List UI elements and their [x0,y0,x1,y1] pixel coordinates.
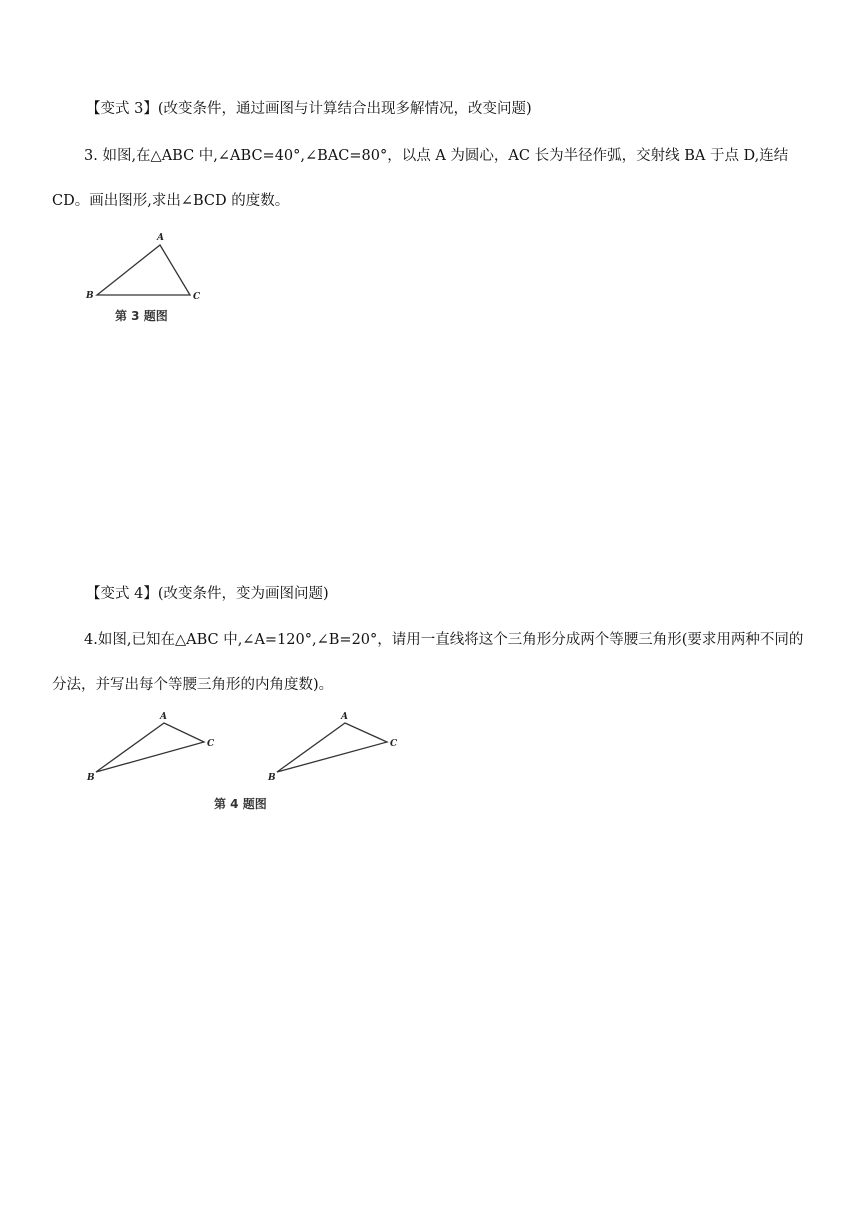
label-c: C [193,292,201,302]
variant3-heading: 【变式 3】(改变条件，通过画图与计算结合出现多解情况，改变问题) [86,101,532,117]
figure-3-triangle [80,228,220,312]
variant4-heading: 【变式 4】(改变条件，变为画图问题) [86,586,329,602]
figure-3-caption: 第 3 题图 [115,309,168,323]
label-b: B [87,773,95,783]
variant3-problem-line2: CD。画出图形,求出∠BCD 的度数。 [52,193,290,209]
figure-4-caption: 第 4 题图 [214,797,267,811]
label-b: B [268,773,276,783]
label-c: C [207,739,215,749]
variant3-problem-line1: 3. 如图,在△ABC 中,∠ABC=40°,∠BAC=80°，以点 A 为圆心，AC 长为半径作弧，交射线 BA 于点 D,连结 [84,148,789,164]
label-b: B [86,291,94,301]
label-c: C [390,739,398,749]
triangle-abc [97,245,190,295]
label-a: A [160,712,167,722]
label-a: A [157,233,164,243]
figure-4-left-triangle [84,708,224,792]
triangle-abc-left [96,723,204,772]
variant4-problem-line2: 分法，并写出每个等腰三角形的内角度数)。 [52,677,334,693]
variant4-problem-line1: 4.如图,已知在△ABC 中,∠A=120°,∠B=20°，请用一直线将这个三角形分成两个等腰三角形(要求用两种不同的 [84,632,804,648]
label-a: A [341,712,348,722]
figure-4-right-triangle [265,708,405,792]
triangle-abc-right [277,723,387,772]
